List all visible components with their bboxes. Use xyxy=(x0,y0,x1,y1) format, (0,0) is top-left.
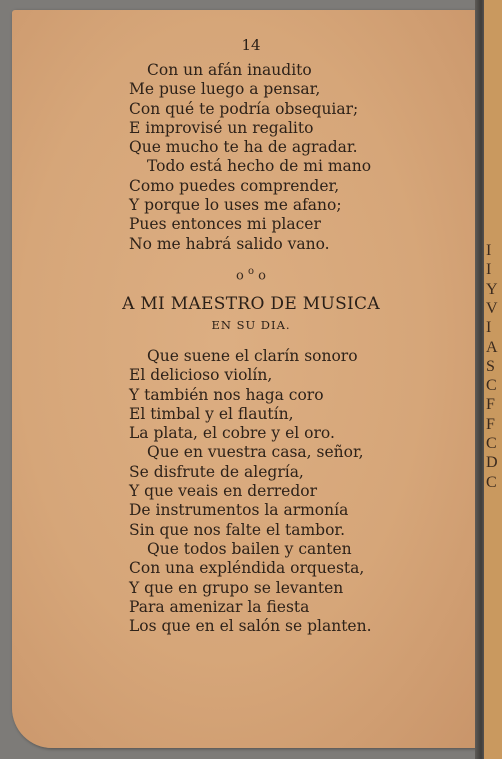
verse-line: Se disfrute de alegría, xyxy=(129,462,304,481)
next-page-letter: D xyxy=(486,454,498,472)
verse-line: La plata, el cobre y el oro. xyxy=(129,424,335,443)
verse-line: Y que veais en derredor xyxy=(129,482,318,501)
next-page-letter: A xyxy=(486,338,498,356)
verse-line: No me habrá salido vano. xyxy=(129,234,330,253)
verse-line: Con un afán inaudito xyxy=(147,61,312,79)
verse-line: Con qué te podría obsequiar; xyxy=(129,99,359,118)
verse-line: El delicioso violín, xyxy=(129,366,273,385)
verse-line: El timbal y el flautín, xyxy=(129,404,294,423)
verse-line: Y porque lo uses me afano; xyxy=(129,196,342,215)
verse-line: Y también nos haga coro xyxy=(129,385,324,404)
verse-line: Todo está hecho de mi mano xyxy=(147,157,372,176)
next-page-letter: I xyxy=(486,261,492,279)
next-page-letter: C xyxy=(486,377,497,395)
next-page-letter: C xyxy=(486,435,497,452)
verse-line: Pues entonces mi placer xyxy=(129,215,321,234)
stanza-1 xyxy=(129,61,371,254)
verse-line: Y que en grupo se levanten xyxy=(129,578,344,597)
poem-title: A MI MAESTRO DE MUSICA xyxy=(122,294,380,314)
next-page-letter: V xyxy=(486,299,498,317)
ornament-divider: o $^o$ o xyxy=(236,266,266,284)
next-page-letter: Y xyxy=(486,280,498,298)
next-page-letter: S xyxy=(486,357,495,375)
next-page-letter: I xyxy=(486,319,492,337)
next-page-letter: F xyxy=(486,396,495,414)
verse-line: Para amenizar la fiesta xyxy=(129,597,310,616)
next-page-letter: F xyxy=(486,415,495,433)
stanza-2 xyxy=(129,347,372,636)
poem-subtitle: EN SU DIA. xyxy=(211,318,291,332)
next-page-letter: I xyxy=(486,242,492,259)
verse-line: Que en vuestra casa, señor, xyxy=(147,443,364,462)
verse-line: Que todos bailen y canten xyxy=(147,539,352,558)
verse-line: Sin que nos falte el tambor. xyxy=(129,520,346,539)
verse-line: Que suene el clarín sonoro xyxy=(147,347,358,365)
verse-line: E improvisé un regalito xyxy=(129,118,314,137)
verse-line: Que mucho te ha de agradar. xyxy=(129,138,358,157)
verse-line: Los que en el salón se planten. xyxy=(129,617,372,636)
next-page-letter: C xyxy=(486,473,497,491)
page-number: 14 xyxy=(241,36,261,54)
verse-line: De instrumentos la armonía xyxy=(129,501,349,520)
verse-line: Me puse luego a pensar, xyxy=(129,80,321,99)
verse-line: Como puedes comprender, xyxy=(129,176,340,195)
verse-line: Con una expléndida orquesta, xyxy=(129,559,365,578)
